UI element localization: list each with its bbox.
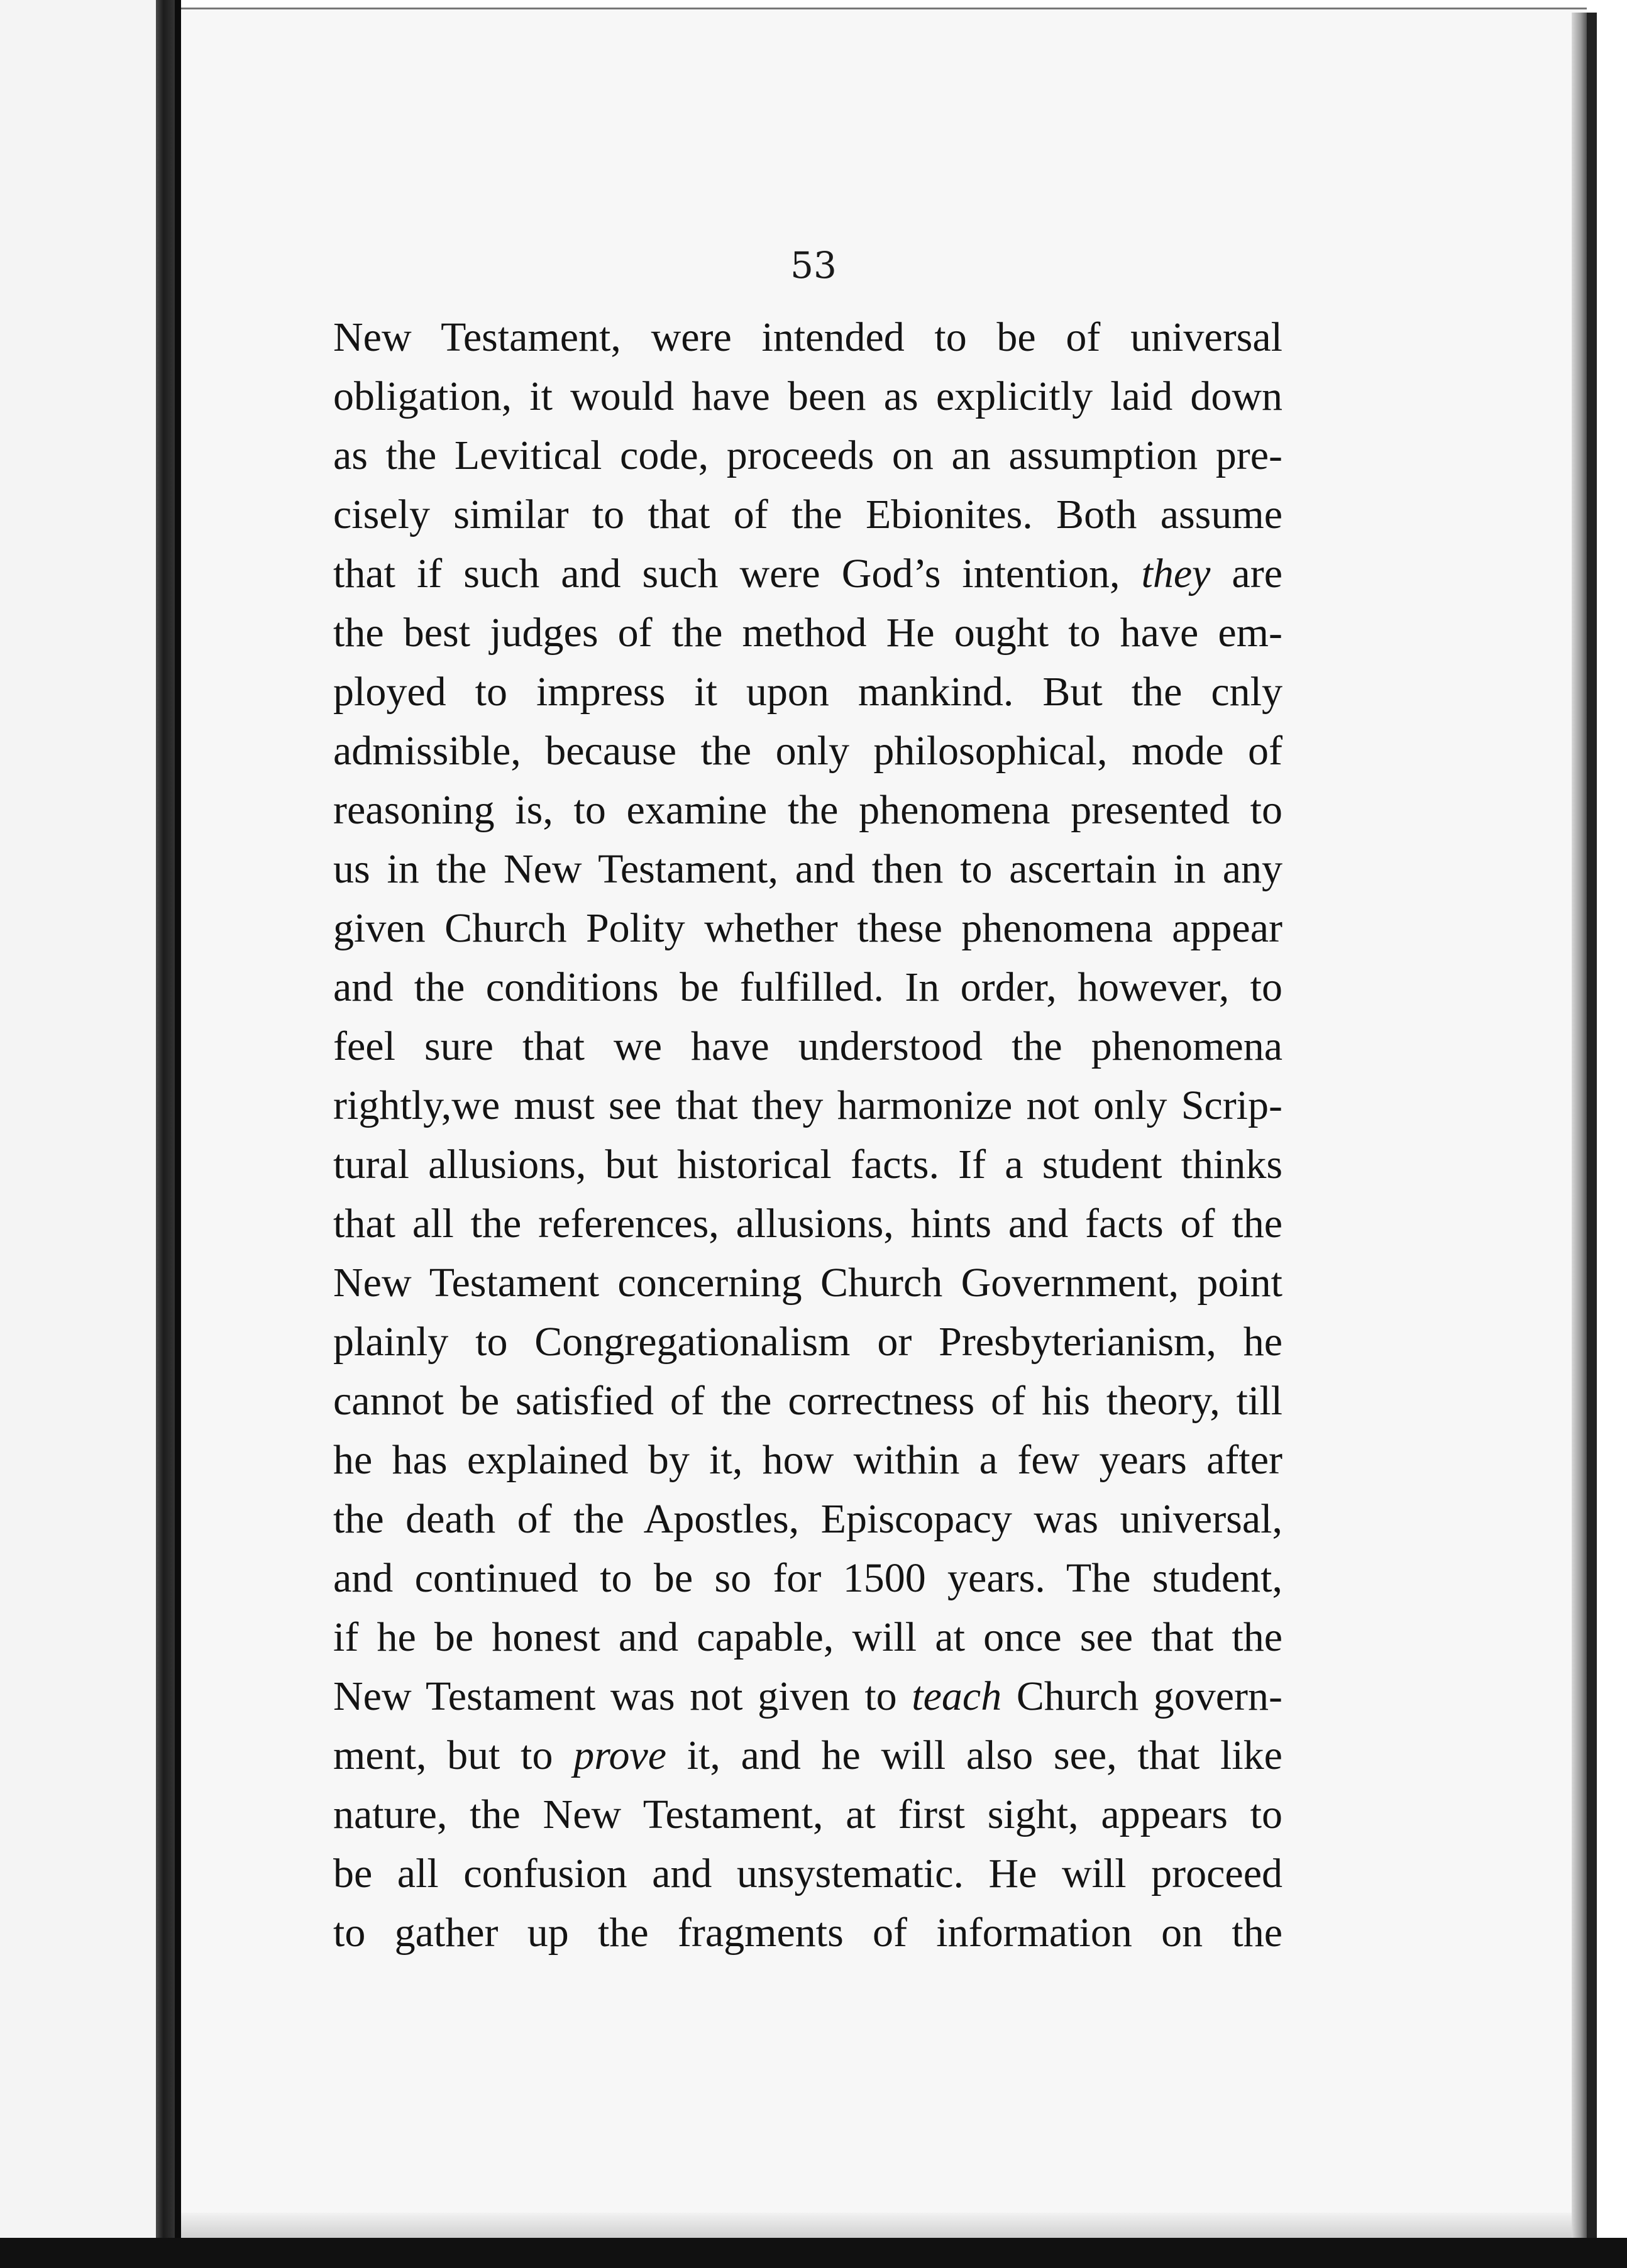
text-line — [333, 308, 1282, 367]
text-run: us in the New Testament, and then to ascertain in any — [333, 846, 1282, 892]
text-run: New Testament was not given to — [333, 1673, 912, 1719]
italic-word: teach — [912, 1673, 1002, 1719]
book-gutter — [175, 0, 181, 2238]
text-run: that if such and such were God’s intention, — [333, 551, 1142, 597]
text-run: he has explained by it, how within a few years after — [333, 1437, 1282, 1483]
text-line — [333, 958, 1282, 1017]
text-run: rightly,we must see that they harmonize not only Scrip- — [333, 1082, 1282, 1128]
text-run: the best judges of the method He ought to have em- — [333, 610, 1282, 656]
page-bottom-shadow — [181, 2213, 1587, 2238]
text-run: New Testament concerning Church Government, point — [333, 1260, 1282, 1306]
text-run: feel sure that we have understood the phenomena — [333, 1023, 1282, 1069]
text-run: be all confusion and unsystematic. He will proceed — [333, 1851, 1282, 1896]
text-line — [333, 1076, 1282, 1135]
text-run: to gather up the fragments of information on the — [333, 1910, 1282, 1956]
text-line — [333, 1785, 1282, 1844]
text-run: are — [1210, 551, 1282, 597]
page-number: 53 — [790, 244, 837, 287]
text-line — [333, 1313, 1282, 1372]
book-spine-shadow — [156, 0, 175, 2238]
text-run: nature, the New Testament, at first sight, appears to — [333, 1792, 1282, 1837]
text-line — [333, 603, 1282, 663]
text-line — [333, 1372, 1282, 1431]
text-line — [333, 1135, 1282, 1194]
text-line — [333, 1490, 1282, 1549]
text-line — [333, 1253, 1282, 1313]
text-run: admissible, because the only philosophical, mode of — [333, 728, 1282, 774]
text-run: cisely similar to that of the Ebionites. Both assume — [333, 492, 1282, 537]
text-run: it, and he will also see, that like — [666, 1732, 1282, 1778]
text-line — [333, 781, 1282, 840]
text-line — [333, 1608, 1282, 1667]
text-run: and the conditions be fulfilled. In order, however, to — [333, 964, 1282, 1010]
text-line — [333, 1017, 1282, 1076]
text-run: reasoning is, to examine the phenomena presented to — [333, 787, 1282, 833]
text-line — [333, 1667, 1282, 1726]
text-line — [333, 544, 1282, 603]
left-page-edge — [0, 0, 157, 2268]
text-run: given Church Polity whether these phenomena appear — [333, 905, 1282, 951]
text-run: ployed to impress it upon mankind. But the cnly — [333, 669, 1282, 715]
text-line — [333, 367, 1282, 426]
text-run: cannot be satisfied of the correctness of his theory, till — [333, 1378, 1282, 1424]
text-line — [333, 840, 1282, 899]
body-text — [333, 308, 1282, 1962]
text-run: plainly to Congregationalism or Presbyterianism, he — [333, 1319, 1282, 1365]
text-run: as the Levitical code, proceeds on an assumption pre- — [333, 432, 1282, 478]
italic-word: prove — [573, 1732, 667, 1778]
text-line — [333, 1844, 1282, 1903]
text-line — [333, 899, 1282, 958]
text-line — [333, 1194, 1282, 1253]
text-line — [333, 1903, 1282, 1962]
text-run: that all the references, allusions, hints and facts of the — [333, 1201, 1282, 1247]
page-right-edge — [1587, 13, 1597, 2238]
text-line — [333, 722, 1282, 781]
text-line — [333, 426, 1282, 485]
text-run: ment, but to — [333, 1732, 574, 1778]
text-line — [333, 1549, 1282, 1608]
text-line — [333, 663, 1282, 722]
page-right-edge-shadow — [1572, 13, 1587, 2238]
text-line — [333, 1726, 1282, 1785]
text-run: if he be honest and capable, will at once see that the — [333, 1614, 1282, 1660]
italic-word: they — [1141, 551, 1211, 597]
scan-bottom-border — [0, 2238, 1627, 2268]
text-run: Church govern- — [1001, 1673, 1282, 1719]
text-line — [333, 1431, 1282, 1490]
text-run: tural allusions, but historical facts. If a student thinks — [333, 1142, 1282, 1187]
text-run: the death of the Apostles, Episcopacy was universal, — [333, 1496, 1282, 1542]
text-line — [333, 485, 1282, 544]
text-run: and continued to be so for 1500 years. The student, — [333, 1555, 1282, 1601]
text-run: New Testament, were intended to be of universal — [333, 314, 1282, 360]
text-run: obligation, it would have been as explicitly laid down — [333, 373, 1282, 419]
